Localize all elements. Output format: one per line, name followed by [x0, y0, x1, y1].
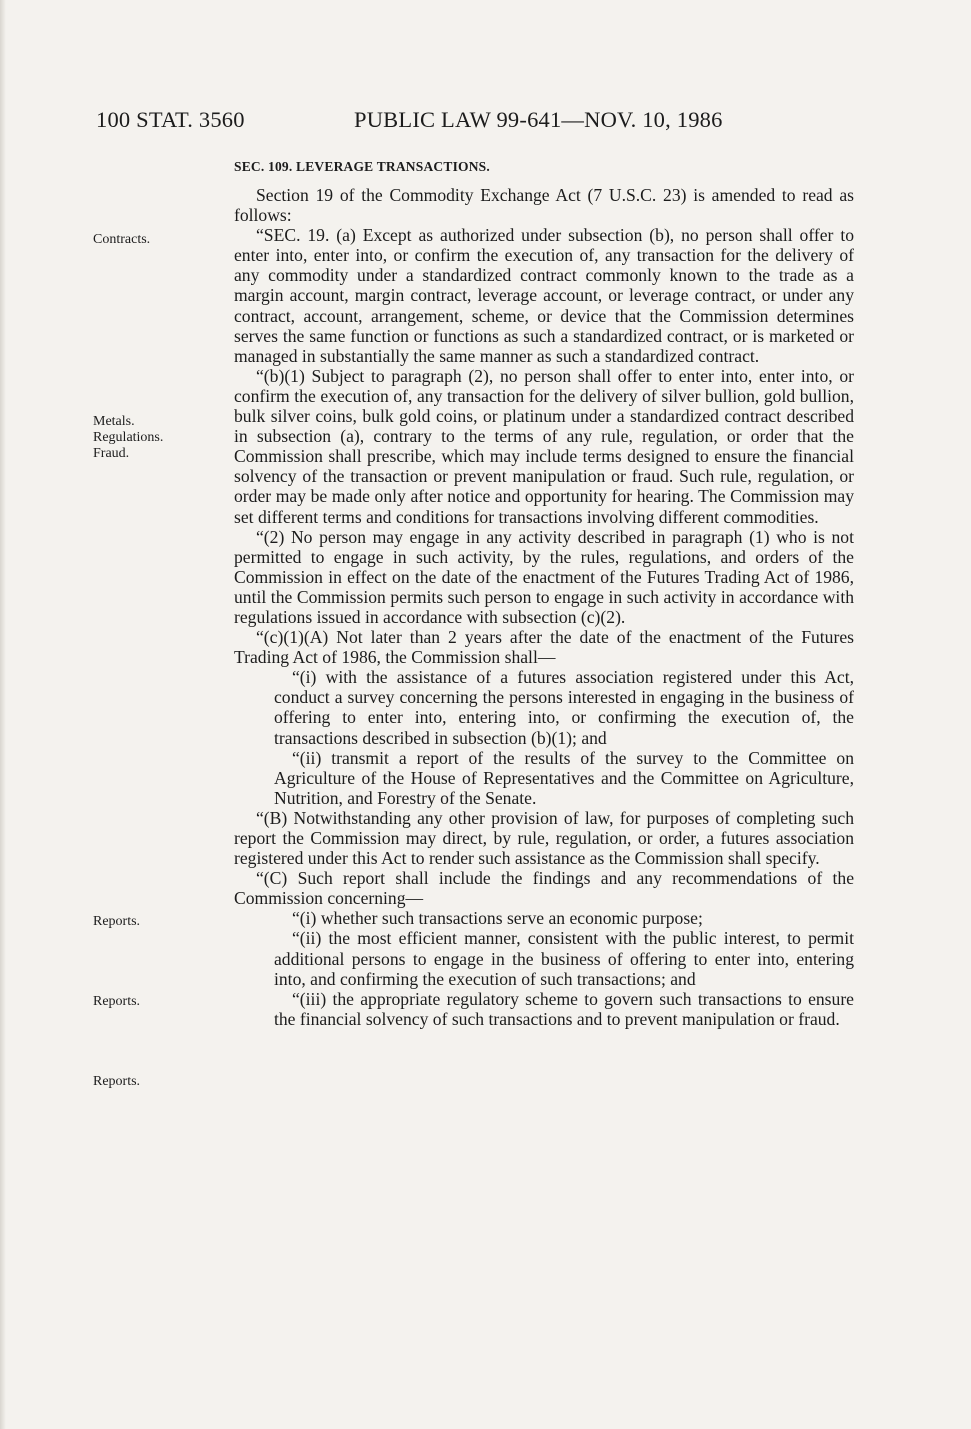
section-title: SEC. 109. LEVERAGE TRANSACTIONS.	[234, 159, 490, 174]
statute-page-number: 100 STAT. 3560	[96, 107, 245, 132]
margin-note-metals: Metals.	[93, 414, 135, 429]
clause-c1A-ii: “(ii) transmit a report of the results of the survey to the Committee on Agriculture of the House of Representatives and the Committee on Agriculture, Nutrition, and Forestry of the Senate.	[274, 747, 854, 808]
page-scan-edge	[0, 0, 6, 1429]
public-law-citation: PUBLIC LAW 99-641—NOV. 10, 1986	[354, 107, 723, 132]
subsection-c1B: “(B) Notwithstanding any other provision of law, for purposes of completing such report the Commission may direct, by rule, regulation, or order, a futures association registered under this Act to render such assistance as the Commission shall specify.	[234, 807, 854, 869]
subsection-b1: “(b)(1) Subject to paragraph (2), no person shall offer to enter into, enter into, or confirm the execution of, any transaction for the delivery of silver bullion, gold bullion, bulk silver coins, bulk gold coins, or platinum under a standardized contract described in subsection (a), contrary to the terms of any rule, regulation, or order that the Commission shall prescribe, which may include terms designed to ensure the financial solvency of the transaction or prevent manipulation or fraud. Such rule, regulation, or order may be made only after notice and opportunity for hearing. The Commission may set different terms and conditions for transactions involving different commodities.	[234, 365, 854, 527]
margin-note-contracts: Contracts.	[93, 232, 151, 247]
amendment-intro: Section 19 of the Commodity Exchange Act (7 U.S.C. 23) is amended to read as follows:	[234, 185, 854, 226]
subsection-c1A: “(c)(1)(A) Not later than 2 years after the date of the enactment of the Futures Trading Act of 1986, the Commission shall—	[234, 627, 854, 668]
subsection-a: “SEC. 19. (a) Except as authorized under subsection (b), no person shall offer to enter into, enter into, or confirm the execution of, any transaction for the delivery of any commodity under a standardized contract commonly known to the trade as a margin account, margin contract, leverage account, or leverage contract, or under any contract, account, arrangement, scheme, or device that the Commission determines serves the same function or functions as such a standardized contract, or is marketed or managed in substantially the same manner as such a standardized contract.	[234, 225, 854, 366]
section-body	[234, 158, 854, 1029]
clause-c1C-ii: “(ii) the most efficient manner, consistent with the public interest, to permit additional persons to engage in the business of offering to enter into, entering into, and confirming the execution of such transactions; and	[274, 928, 854, 989]
margin-note-reports-3: Reports.	[93, 1074, 141, 1089]
margin-note-fraud: Fraud.	[93, 446, 130, 461]
subsection-b2: “(2) No person may engage in any activity described in paragraph (1) who is not permitted to engage in such activity, by the rules, regulations, and orders of the Commission in effect on the date of the enactment of the Futures Trading Act of 1986, until the Commission permits such person to engage in such activity in accordance with regulations issued in accordance with subsection (c)(2).	[234, 526, 854, 627]
margin-note-reports-1: Reports.	[93, 914, 141, 929]
margin-note-regulations: Regulations.	[93, 430, 164, 445]
clause-c1C-i: “(i) whether such transactions serve an economic purpose;	[292, 908, 703, 929]
margin-note-reports-2: Reports.	[93, 994, 141, 1009]
subsection-c1C: “(C) Such report shall include the findings and any recommendations of the Commission concerning—	[234, 868, 854, 909]
clause-c1A-i: “(i) with the assistance of a futures association registered under this Act, conduct a survey concerning the persons interested in engaging in the business of offering to enter into, entering into, or confirming the execution of, the transactions described in subsection (b)(1); and	[274, 667, 854, 748]
clause-c1C-iii: “(iii) the appropriate regulatory scheme to govern such transactions to ensure the financial solvency of such transactions and to prevent manipulation or fraud.	[274, 988, 854, 1029]
